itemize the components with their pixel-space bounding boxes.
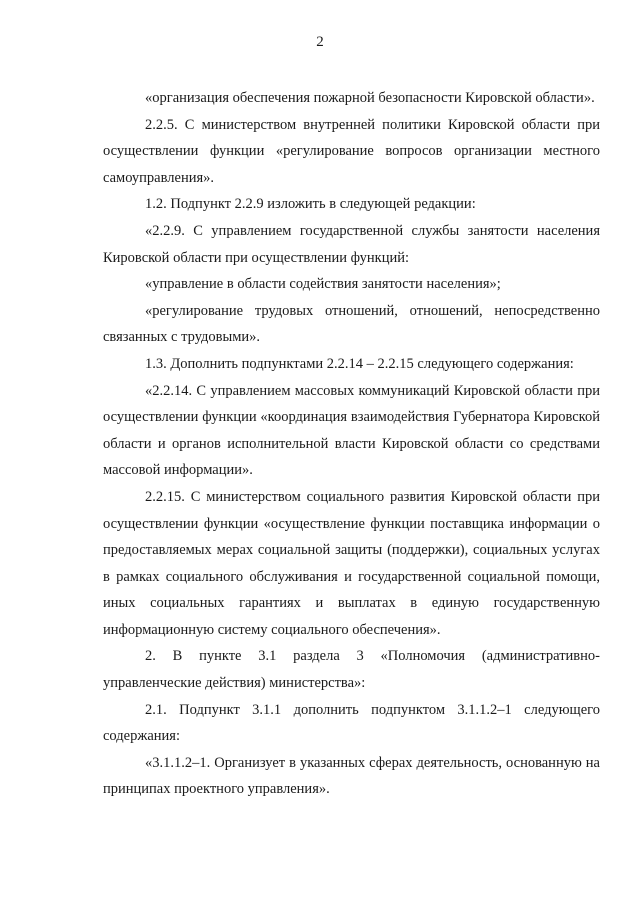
- paragraph-2-2-14: «2.2.14. С управлением массовых коммуникаций Кировской области при осуществлении функции «координация взаимодействия Губернатора Кировской области и органов исполнительной власти Кировской области со средствами массовой информации».: [103, 382, 600, 479]
- paragraph-2: 2. В пункте 3.1 раздела 3 «Полномочия (административно-управленческие действия) министерства»:: [103, 648, 600, 692]
- paragraph-2-2-15: 2.2.15. С министерством социального развития Кировской области при осуществлении функции «осуществление функции поставщика информации о предоставляемых мерах социальной защиты (поддержки), социальных услугах в рамках социального обслуживания и государственной социальной помощи, иных социальных гарантиях и выплатах в единую государственную информационную систему социального обеспечения».: [103, 488, 600, 638]
- paragraph-2-2-5: 2.2.5. С министерством внутренней политики Кировской области при осуществлении функции «регулирование вопросов организации местного самоуправления».: [103, 116, 600, 186]
- paragraph-fire-safety: «организация обеспечения пожарной безопасности Кировской области».: [145, 90, 595, 106]
- document-body: [103, 85, 600, 803]
- paragraph-2-2-9: «2.2.9. С управлением государственной службы занятости населения Кировской области при осуществлении функций:: [103, 222, 600, 266]
- paragraph-employment-management: «управление в области содействия занятости населения»;: [145, 276, 501, 293]
- paragraph-1-2: 1.2. Подпункт 2.2.9 изложить в следующей редакции:: [145, 196, 476, 213]
- paragraph-2-1: 2.1. Подпункт 3.1.1 дополнить подпунктом 3.1.1.2–1 следующего содержания:: [103, 701, 600, 745]
- paragraph-1-3: 1.3. Дополнить подпунктами 2.2.14 – 2.2.15 следующего содержания:: [145, 355, 574, 372]
- paragraph-3-1-1-2-1: «3.1.1.2–1. Организует в указанных сферах деятельность, основанную на принципах проектного управления».: [103, 754, 600, 798]
- page-number: 2: [316, 34, 324, 50]
- paragraph-labor-relations: «регулирование трудовых отношений, отношений, непосредственно связанных с трудовыми».: [103, 302, 600, 346]
